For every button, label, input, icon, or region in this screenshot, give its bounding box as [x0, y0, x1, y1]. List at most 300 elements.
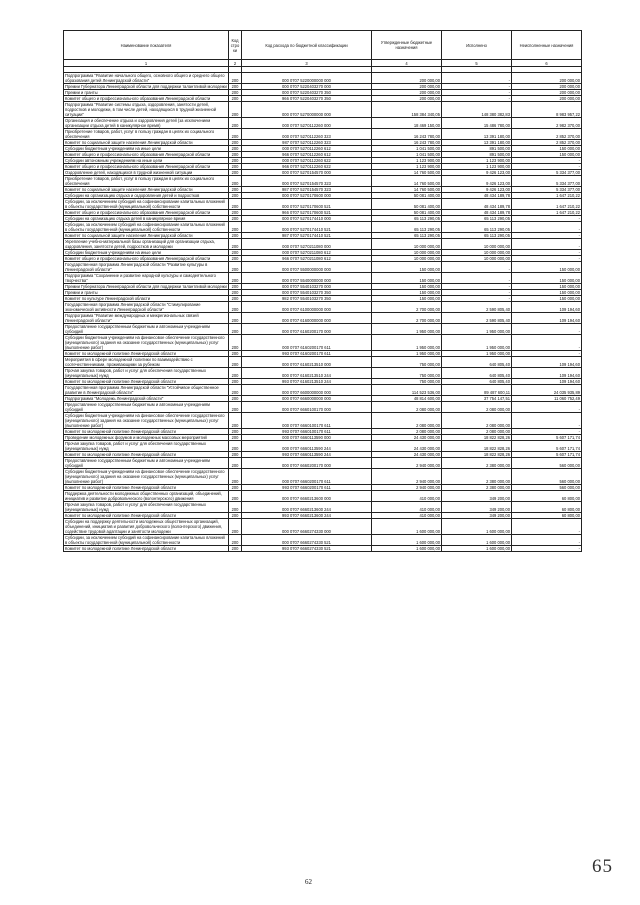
row-unexecuted: - [512, 256, 582, 262]
row-unexecuted: 8 983 957,22 [512, 102, 582, 118]
row-name: Субсидии на организацию отдыха и оздоровления детей и подростков [64, 193, 229, 199]
row-name: Комитет по социальной защите населения Ленинградской области [64, 140, 229, 146]
row-executed: 9 426 123,00 [442, 170, 512, 176]
table-row [64, 402, 582, 413]
table-row [64, 302, 582, 313]
row-unexecuted: 109 194,60 [512, 379, 582, 385]
row-budget-code: 000 0707 5270112260 323 [242, 129, 372, 140]
row-unexecuted: - [512, 222, 582, 233]
row-executed: 65 113 290,05 [442, 233, 512, 239]
row-budget-code: 987 0707 5270174410 521 [242, 233, 372, 239]
row-budget-code: 000 0707 5540103270 000 [242, 284, 372, 290]
row-name: Укрепление учебно-материальной базы организаций для организации отдыха, оздоровления, занятости детей, подростков и молодежи [64, 239, 229, 250]
row-executed: 13 391 180,00 [442, 129, 512, 140]
row-approved: 2 940 000,00 [372, 485, 442, 491]
table-row [64, 535, 582, 546]
row-executed: 1 950 000,00 [442, 351, 512, 357]
row-code: 200 [229, 176, 242, 187]
row-code: 200 [229, 519, 242, 535]
row-approved: 1 123 900,00 [372, 158, 442, 164]
row-executed: 2 380 000,00 [442, 469, 512, 485]
table-row [64, 396, 582, 402]
table-row [64, 429, 582, 435]
row-budget-code: 000 0707 6160200170 611 [242, 335, 372, 351]
row-name: Организация и обеспечение отдыха и оздоровления детей (за исключением организации отдыха детей в каникулярное время) [64, 118, 229, 129]
row-executed: - [442, 84, 512, 90]
row-executed: 640 805,40 [442, 368, 512, 379]
row-unexecuted: 150 000,00 [512, 146, 582, 152]
row-code: 200 [229, 313, 242, 324]
row-unexecuted: 2 852 370,00 [512, 129, 582, 140]
row-approved: 150 000,00 [372, 262, 442, 273]
row-name: Приобретение товаров, работ, услуг в пользу граждан в целях их социального обеспечения [64, 176, 229, 187]
row-name: Проведение молодежных форумов и молодежных массовых мероприятий [64, 435, 229, 441]
column-number: 5 [442, 60, 512, 67]
row-name: Комитет по социальной защите населения Ленинградской области [64, 233, 229, 239]
row-code: 200 [229, 170, 242, 176]
row-executed: 1 123 900,00 [442, 158, 512, 164]
row-executed: 15 486 780,00 [442, 118, 512, 129]
row-approved: 2 700 000,00 [372, 313, 442, 324]
row-budget-code: 982 0707 5540103270 350 [242, 296, 372, 302]
row-code: 200 [229, 256, 242, 262]
row-unexecuted: 560 000,00 [512, 458, 582, 469]
table-row [64, 413, 582, 429]
row-approved: 410 000,00 [372, 513, 442, 519]
table-row [64, 313, 582, 324]
row-approved: 200 000,00 [372, 90, 442, 96]
row-executed: 2 590 805,40 [442, 313, 512, 324]
row-executed: - [442, 273, 512, 284]
table-body [64, 73, 582, 552]
table-row [64, 385, 582, 396]
row-code: 200 [229, 546, 242, 552]
row-code: 200 [229, 216, 242, 222]
row-budget-code: 000 0707 6100000000 000 [242, 302, 372, 313]
row-code: 200 [229, 402, 242, 413]
row-approved: 1 950 000,00 [372, 335, 442, 351]
row-budget-code: 000 0707 5270154570 323 [242, 176, 372, 187]
row-code: 200 [229, 140, 242, 146]
row-code: 200 [229, 187, 242, 193]
row-code: 200 [229, 84, 242, 90]
row-unexecuted: 150 000,00 [512, 290, 582, 296]
row-unexecuted: 109 194,60 [512, 302, 582, 313]
table-row [64, 73, 582, 84]
row-executed: 48 434 189,78 [442, 199, 512, 210]
row-code: 200 [229, 118, 242, 129]
column-number: 4 [372, 60, 442, 67]
table-row [64, 158, 582, 164]
row-executed: 10 000 000,00 [442, 256, 512, 262]
row-unexecuted: 1 647 210,22 [512, 193, 582, 199]
row-name: Субсидии бюджетным учреждениям на финансовое обеспечение государственного (муниципального) задания на оказание государственных (муниципальных) услуг (выполнение работ) [64, 469, 229, 485]
row-executed: - [442, 90, 512, 96]
row-approved: 150 000,00 [372, 296, 442, 302]
row-name: Комитет общего и профессионального образования Ленинградской области [64, 164, 229, 170]
row-code: 200 [229, 396, 242, 402]
page-number: 62 [305, 878, 312, 886]
column-number: 2 [229, 60, 242, 67]
row-executed: 37 754 147,51 [442, 396, 512, 402]
row-unexecuted: 60 800,00 [512, 502, 582, 513]
row-executed: 2 380 000,00 [442, 485, 512, 491]
row-name: Подпрограмма "Развитие начального общего, основного общего и среднего общего образования детей Ленинградской области" [64, 73, 229, 84]
row-executed: 349 200,00 [442, 513, 512, 519]
row-name: Прочая закупка товаров, работ и услуг для обеспечения государственных (муниципальных) нужд [64, 368, 229, 379]
row-unexecuted: 2 852 370,00 [512, 140, 582, 146]
column-number: 6 [512, 60, 582, 67]
row-budget-code: 000 0707 5270174410 000 [242, 216, 372, 222]
row-budget-code: 993 0707 6660113590 244 [242, 452, 372, 458]
row-unexecuted: 60 800,00 [512, 491, 582, 502]
row-executed: 18 822 828,26 [442, 435, 512, 441]
row-unexecuted: 150 000,00 [512, 152, 582, 158]
row-approved: 750 000,00 [372, 379, 442, 385]
row-unexecuted: - [512, 324, 582, 335]
row-name: Государственная программа Ленинградской области "Стимулирование экономической активности Ленинградской области" [64, 302, 229, 313]
row-name: Премии и гранты [64, 290, 229, 296]
row-budget-code: 000 0707 6660100170 000 [242, 402, 372, 413]
row-approved: 50 081 400,00 [372, 193, 442, 199]
row-code: 200 [229, 413, 242, 429]
row-approved: 14 760 500,00 [372, 187, 442, 193]
table-row [64, 222, 582, 233]
row-executed: 1 950 000,00 [442, 324, 512, 335]
row-name: Комитет по молодежной политике Ленинградской области [64, 546, 229, 552]
row-name: Премии Губернатора Ленинградской области для поддержки талантливой молодежи [65, 284, 227, 289]
row-unexecuted: 5 607 171,74 [512, 441, 582, 452]
row-approved: 18 469 150,00 [372, 118, 442, 129]
row-name: Премии Губернатора Ленинградской области для поддержки талантливой молодежи [65, 84, 227, 89]
row-code: 200 [229, 335, 242, 351]
handwritten-page-number: 65 [592, 856, 613, 877]
header-approved: Утвержденные бюджетные назначения [372, 31, 442, 60]
row-executed: 9 426 123,00 [442, 187, 512, 193]
table-row [64, 129, 582, 140]
row-executed: 10 000 000,00 [442, 239, 512, 250]
row-approved: 2 080 000,00 [372, 402, 442, 413]
row-name: Субсидии на поддержку деятельности молодежных общественных организаций, объединений, инициатив и развития добровольческого (волонтерского) движения, содействие трудовой адаптации и занятости молодежи [64, 519, 229, 535]
row-budget-code: 000 0707 5500000000 000 [242, 262, 372, 273]
column-number: 3 [242, 60, 372, 67]
row-unexecuted: 1 647 210,22 [512, 199, 582, 210]
row-name: Комитет по молодежной политике Ленинградской области [64, 429, 229, 435]
row-unexecuted: 150 000,00 [512, 296, 582, 302]
table-row [64, 324, 582, 335]
row-budget-code: 000 0707 6160200170 000 [242, 324, 372, 335]
row-code: 200 [229, 164, 242, 170]
row-name: Субсидии бюджетным учреждениям на иные цели [64, 250, 229, 256]
row-approved: 2 940 000,00 [372, 458, 442, 469]
table-row [64, 519, 582, 535]
row-approved: 410 000,00 [372, 502, 442, 513]
row-approved: 1 600 000,00 [372, 535, 442, 546]
row-code: 200 [229, 513, 242, 519]
row-budget-code: 000 0707 5270170600 000 [242, 193, 372, 199]
row-approved: 24 430 000,00 [372, 441, 442, 452]
row-unexecuted: - [512, 335, 582, 351]
row-approved: 1 041 500,00 [372, 146, 442, 152]
row-code: 200 [229, 429, 242, 435]
row-name: Подпрограмма "Развитие системы отдыха, оздоровления, занятости детей, подростков и молодежи, в том числе детей, находящихся в трудной жизненной ситуации" [64, 102, 229, 118]
row-approved: 65 113 290,05 [372, 216, 442, 222]
row-executed: 640 805,40 [442, 379, 512, 385]
row-code: 200 [229, 239, 242, 250]
budget-execution-table [63, 30, 582, 552]
row-name: Премии и гранты [64, 90, 229, 96]
row-unexecuted: 5 607 171,74 [512, 435, 582, 441]
row-code: 200 [229, 441, 242, 452]
row-approved: 1 600 000,00 [372, 519, 442, 535]
row-unexecuted: 560 000,00 [512, 469, 582, 485]
row-budget-code: 993 0707 6660274330 521 [242, 546, 372, 552]
row-budget-code: 000 0707 5220403270 000 [242, 84, 372, 90]
row-name: Субсидии, за исключением субсидий на софинансирование капитальных вложений в объекты государственной (муниципальной) собственности [64, 222, 229, 233]
row-unexecuted: 5 334 377,00 [512, 187, 582, 193]
row-unexecuted: 200 000,00 [512, 73, 582, 84]
row-name: Государственная программа Ленинградской области "Развитие культуры в Ленинградской области" [64, 262, 229, 273]
row-approved: 1 600 000,00 [372, 546, 442, 552]
row-budget-code: 000 0707 5270154570 000 [242, 170, 372, 176]
row-code: 200 [229, 152, 242, 158]
table-row [64, 176, 582, 187]
row-approved: 24 430 000,00 [372, 435, 442, 441]
table-row [64, 485, 582, 491]
row-approved: 410 000,00 [372, 491, 442, 502]
table-row [64, 187, 582, 193]
row-name: Комитет по молодежной политике Ленинградской области [64, 379, 229, 385]
row-code: 200 [229, 262, 242, 273]
row-executed: 349 200,00 [442, 491, 512, 502]
row-budget-code: 000 0707 5270112260 000 [242, 118, 372, 129]
row-budget-code: 993 0707 6160213510 244 [242, 379, 372, 385]
row-executed: 1 950 000,00 [442, 335, 512, 351]
row-name: Поддержка деятельности молодежных общественных организаций, объединений, инициатив и развитие добровольческого (волонтерского) движения [64, 491, 229, 502]
table-row [64, 256, 582, 262]
row-name: Комитет общего и профессионального образования Ленинградской области [64, 210, 229, 216]
row-unexecuted: 200 000,00 [512, 90, 582, 96]
row-budget-code: 993 0707 6160200170 611 [242, 351, 372, 357]
row-code: 200 [229, 90, 242, 96]
row-name: Субсидии бюджетным учреждениям на финансовое обеспечение государственного (муниципального) задания на оказание государственных (муниципальных) услуг (выполнение работ) [64, 413, 229, 429]
row-executed: 13 391 180,00 [442, 140, 512, 146]
row-approved: 114 523 536,00 [372, 385, 442, 396]
row-executed: 640 805,40 [442, 357, 512, 368]
row-unexecuted: - [512, 158, 582, 164]
row-budget-code: 000 0707 5270000000 000 [242, 102, 372, 118]
row-approved: 16 243 780,00 [372, 140, 442, 146]
row-name: Государственная программа Ленинградской области "Устойчивое общественное развитие в Ленинградской области" [64, 385, 229, 396]
row-budget-code: 987 0707 5270112260 323 [242, 140, 372, 146]
row-code: 200 [229, 273, 242, 284]
row-executed: - [442, 96, 512, 102]
row-approved: 200 000,00 [372, 73, 442, 84]
row-approved: 14 760 500,00 [372, 176, 442, 187]
row-approved: 750 000,00 [372, 357, 442, 368]
row-name: Комитет по молодежной политике Ленинградской области [64, 351, 229, 357]
row-budget-code: 000 0707 6160000000 000 [242, 313, 372, 324]
row-code: 200 [229, 284, 242, 290]
row-approved: 2 700 000,00 [372, 302, 442, 313]
row-approved: 65 113 290,05 [372, 222, 442, 233]
row-code: 200 [229, 210, 242, 216]
row-budget-code: 000 0707 5540103270 350 [242, 290, 372, 296]
row-approved: 65 113 290,05 [372, 233, 442, 239]
row-code: 200 [229, 379, 242, 385]
row-approved: 200 000,00 [372, 96, 442, 102]
row-code: 200 [229, 96, 242, 102]
row-approved: 10 000 000,00 [372, 250, 442, 256]
row-executed: 2 590 805,40 [442, 302, 512, 313]
row-name: Прочая закупка товаров, работ и услуг для обеспечения государственных (муниципальных) нужд [64, 502, 229, 513]
row-executed: 1 123 900,00 [442, 164, 512, 170]
row-unexecuted: - [512, 519, 582, 535]
row-budget-code: 993 0707 6660100170 611 [242, 429, 372, 435]
row-code: 200 [229, 199, 242, 210]
row-unexecuted: 11 060 752,49 [512, 396, 582, 402]
row-unexecuted: 109 194,60 [512, 313, 582, 324]
row-code: 200 [229, 222, 242, 233]
row-budget-code: 000 0707 5270211080 612 [242, 250, 372, 256]
row-code: 200 [229, 535, 242, 546]
row-name: Субсидии бюджетным учреждениям на финансовое обеспечение государственного (муниципального) задания на оказание государственных (муниципальных) услуг (выполнение работ) [64, 335, 229, 351]
row-budget-code: 000 0707 6660213600 000 [242, 491, 372, 502]
table-row [64, 469, 582, 485]
row-name: Комитет по молодежной политике Ленинградской области [64, 452, 229, 458]
table-row [64, 118, 582, 129]
row-executed: 2 380 000,00 [442, 458, 512, 469]
row-code: 200 [229, 357, 242, 368]
row-executed: 10 000 000,00 [442, 250, 512, 256]
row-name: Комитет по социальной защите населения Ленинградской области [64, 187, 229, 193]
row-code: 200 [229, 290, 242, 296]
table-row [64, 351, 582, 357]
table-row [64, 193, 582, 199]
row-unexecuted: 109 194,60 [512, 368, 582, 379]
table-row [64, 546, 582, 552]
row-approved: 750 000,00 [372, 368, 442, 379]
row-name: Предоставление государственным бюджетным и автономным учреждениям субсидий [64, 458, 229, 469]
row-executed: 2 080 000,00 [442, 429, 512, 435]
row-code: 200 [229, 73, 242, 84]
row-name: Комитет по молодежной политике Ленинградской области [64, 513, 229, 519]
row-unexecuted: - [512, 429, 582, 435]
row-approved: 158 384 340,05 [372, 102, 442, 118]
row-unexecuted: - [512, 546, 582, 552]
row-approved: 1 041 500,00 [372, 152, 442, 158]
header-unexecuted: Неисполненные назначения [512, 31, 582, 60]
row-code: 200 [229, 351, 242, 357]
row-approved: 24 430 000,00 [372, 452, 442, 458]
row-budget-code: 993 0707 6660213600 244 [242, 513, 372, 519]
row-code: 200 [229, 158, 242, 164]
row-budget-code: 000 0707 6160213510 000 [242, 357, 372, 368]
row-name: Прочая закупка товаров, работ и услуг для обеспечения государственных (муниципальных) нужд [64, 441, 229, 452]
row-executed: 349 200,00 [442, 502, 512, 513]
row-budget-code: 000 0707 6660113590 000 [242, 435, 372, 441]
table-row [64, 368, 582, 379]
row-executed: 2 080 000,00 [442, 402, 512, 413]
row-budget-code: 000 0707 6600000000 000 [242, 385, 372, 396]
table-row [64, 458, 582, 469]
row-unexecuted: 5 334 377,00 [512, 170, 582, 176]
row-budget-code: 000 0707 5270211080 000 [242, 239, 372, 250]
table-row [64, 273, 582, 284]
row-executed: 18 822 828,26 [442, 441, 512, 452]
row-name: Комитет общего и профессионального образования Ленинградской области [64, 152, 229, 158]
row-code: 200 [229, 233, 242, 239]
row-approved: 50 081 400,00 [372, 199, 442, 210]
row-name: Оздоровление детей, находящихся в трудной жизненной ситуации [64, 170, 229, 176]
header-budget-code: Код расхода по бюджетной классификации [242, 31, 372, 60]
table-row [64, 262, 582, 273]
row-code: 200 [229, 129, 242, 140]
header-executed: Исполнено [442, 31, 512, 60]
row-code: 200 [229, 296, 242, 302]
row-approved: 2 940 000,00 [372, 469, 442, 485]
row-budget-code: 966 0707 5220403270 350 [242, 96, 372, 102]
table-row [64, 102, 582, 118]
row-unexecuted: 150 000,00 [512, 273, 582, 284]
row-unexecuted: 2 982 370,00 [512, 118, 582, 129]
row-executed: 65 113 290,05 [442, 222, 512, 233]
row-name: Подпрограмма "Молодежь Ленинградской области" [64, 396, 229, 402]
row-budget-code: 000 0707 5540000000 000 [242, 273, 372, 284]
table-row [64, 452, 582, 458]
row-unexecuted: 560 000,00 [512, 485, 582, 491]
row-budget-code: 000 0707 6660213600 244 [242, 502, 372, 513]
row-executed: 48 434 189,78 [442, 210, 512, 216]
row-executed: 48 434 189,78 [442, 193, 512, 199]
row-budget-code: 000 0707 5270112260 622 [242, 158, 372, 164]
row-code: 200 [229, 491, 242, 502]
row-approved: 1 123 900,00 [372, 164, 442, 170]
row-name: Предоставление государственным бюджетным и автономным учреждениям субсидий [64, 324, 229, 335]
row-name: Субсидии на организацию отдыха детей в каникулярное время [64, 216, 229, 222]
row-code: 200 [229, 146, 242, 152]
row-budget-code: 993 0707 6660200170 611 [242, 485, 372, 491]
row-unexecuted: 5 607 171,74 [512, 452, 582, 458]
table-row [64, 239, 582, 250]
row-executed: - [442, 73, 512, 84]
row-executed: 65 113 290,05 [442, 216, 512, 222]
row-budget-code: 966 0707 5270211080 612 [242, 256, 372, 262]
row-name: Подпрограмма "Развитие международных и межрегиональных связей Ленинградской области" [64, 313, 229, 324]
row-executed: - [442, 284, 512, 290]
table-row [64, 435, 582, 441]
row-executed: 891 500,00 [442, 152, 512, 158]
row-name: Субсидии, за исключением субсидий на софинансирование капитальных вложений в объекты государственной (муниципальной) собственности [64, 199, 229, 210]
row-unexecuted: - [512, 164, 582, 170]
row-unexecuted: 200 000,00 [512, 96, 582, 102]
row-executed: 1 600 000,00 [442, 519, 512, 535]
row-approved: 2 080 000,00 [372, 429, 442, 435]
row-approved: 200 000,00 [372, 84, 442, 90]
row-unexecuted: - [512, 250, 582, 256]
row-code: 200 [229, 452, 242, 458]
row-unexecuted: - [512, 402, 582, 413]
table-row [64, 164, 582, 170]
row-name: Мероприятия в сфере молодежной политики по взаимодействию с соотечественниками, проживающими за рубежом [64, 357, 229, 368]
row-budget-code: 966 0707 5270112260 612 [242, 152, 372, 158]
row-budget-code: 000 0707 6660274330 521 [242, 535, 372, 546]
row-name: Подпрограмма "Сохранение и развитие народной культуры и самодеятельного творчества" [64, 273, 229, 284]
column-number: 1 [64, 60, 229, 67]
row-approved: 16 243 780,00 [372, 129, 442, 140]
row-code: 200 [229, 324, 242, 335]
row-code: 200 [229, 469, 242, 485]
